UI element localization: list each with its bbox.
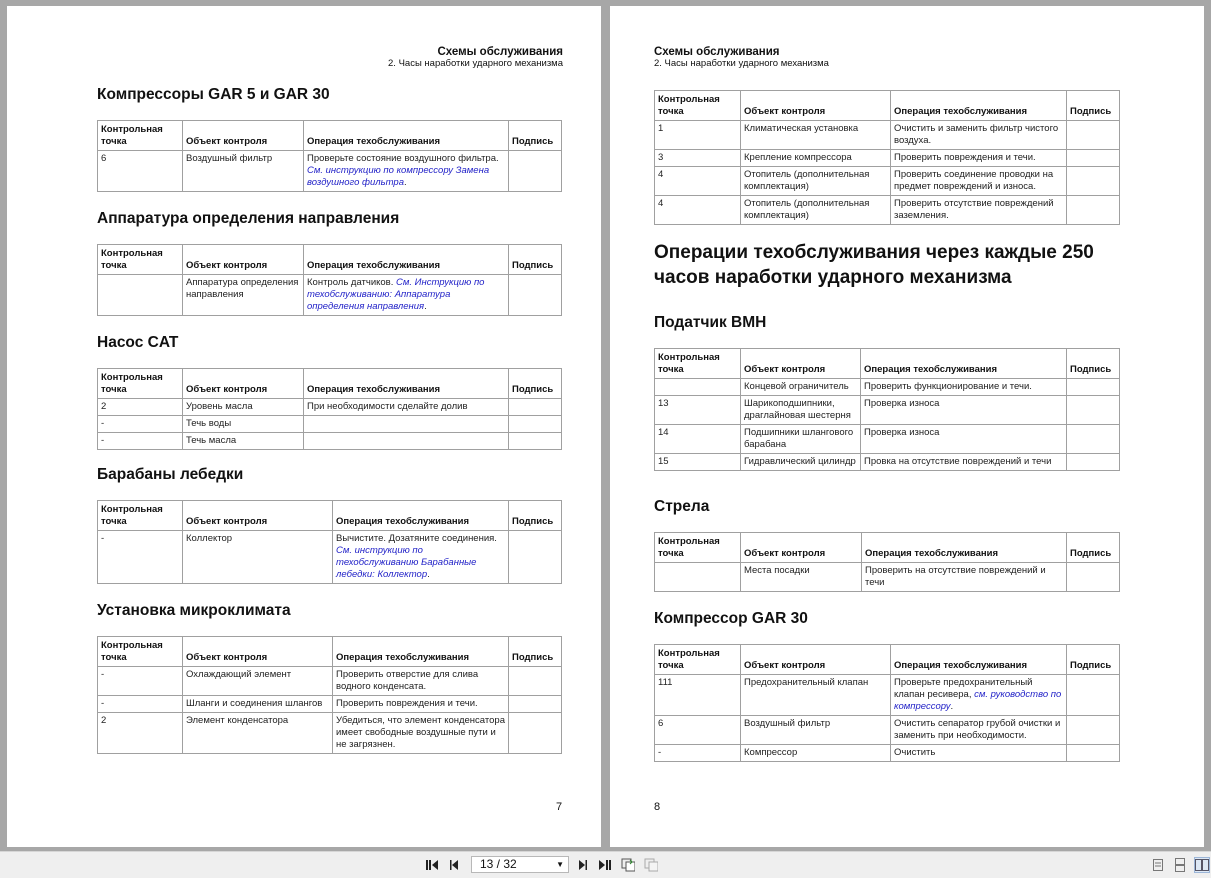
single-page-view-button[interactable] — [1152, 858, 1166, 872]
cell-operation — [304, 433, 509, 450]
page-number: 7 — [556, 801, 563, 813]
continuous-view-button[interactable] — [621, 858, 635, 872]
maintenance-table — [654, 90, 1120, 225]
punctuation: . — [950, 701, 954, 712]
table-row — [98, 399, 562, 416]
table-row — [98, 713, 562, 754]
last-page-button[interactable] — [598, 858, 612, 872]
cell-signature[interactable] — [509, 713, 562, 754]
viewer-toolbar — [0, 851, 1211, 878]
cell-signature[interactable] — [509, 696, 562, 713]
cell-operation — [861, 425, 1067, 454]
table-row — [98, 433, 562, 450]
chapter-title: Операции техобслуживания через каждые 250 часов наработки ударного механизма — [654, 242, 1094, 288]
first-page-button[interactable] — [425, 858, 439, 872]
cell-control-object: Климатическая установка — [741, 121, 891, 150]
cell-signature[interactable] — [509, 275, 562, 316]
column-header-signature: Подпись — [509, 501, 562, 531]
cell-control-point: 6 — [655, 716, 741, 745]
operation-text: Очистить — [894, 747, 936, 758]
table-row — [655, 745, 1120, 762]
cell-operation — [862, 563, 1067, 592]
manual-reference-link[interactable]: См. инструкцию по компрессору Замена воздушного фильтра — [307, 165, 490, 188]
operation-text: Проверить отверстие для слива водного конденсата. — [336, 669, 479, 692]
column-header-operation: Операция техобслуживания — [304, 369, 509, 399]
operation-text: Вычистите. Дозатяните соединения. — [336, 533, 497, 544]
cell-control-object: Шланги и соединения шлангов — [183, 696, 333, 713]
cell-signature[interactable] — [1067, 716, 1120, 745]
running-header-title: Схемы обслуживания — [654, 46, 780, 58]
cell-control-object: Отопитель (дополнительная комплектация) — [741, 167, 891, 196]
section-title: Податчик BMH — [654, 314, 767, 331]
column-header-signature: Подпись — [1067, 91, 1120, 121]
cell-signature[interactable] — [1067, 563, 1120, 592]
cell-control-object: Отопитель (дополнительная комплектация) — [741, 196, 891, 225]
table-header-row — [98, 501, 562, 531]
table-row — [98, 531, 562, 584]
manual-reference-link[interactable]: см. руководство по компрессору — [894, 689, 1062, 712]
operation-text: Проверить повреждения и течи. — [336, 698, 478, 709]
cell-operation — [891, 716, 1067, 745]
operation-text: Проверьте предохранительный клапан ресивера, — [894, 677, 1033, 700]
column-header-signature: Подпись — [509, 369, 562, 399]
cell-control-object: Концевой ограничитель — [741, 379, 861, 396]
cell-control-object: Элемент конденсатора — [183, 713, 333, 754]
cell-control-point: 6 — [98, 151, 183, 192]
two-page-view-button[interactable] — [1195, 858, 1209, 872]
cell-control-object: Подшипники шлангового барабана — [741, 425, 861, 454]
operation-text: Проверка износа — [864, 427, 940, 438]
section-title: Компрессоры GAR 5 и GAR 30 — [97, 86, 330, 103]
column-header-operation: Операция техобслуживания — [304, 121, 509, 151]
page-number-select[interactable] — [471, 856, 569, 873]
cell-operation — [304, 151, 509, 192]
operation-text: Проверить соединение проводки на предмет повреждений и износа. — [894, 169, 1054, 192]
column-header-object: Объект контроля — [741, 349, 861, 379]
table-row — [655, 396, 1120, 425]
continuous-page-icon — [1174, 858, 1186, 872]
column-header-object: Объект контроля — [741, 91, 891, 121]
cell-operation — [891, 196, 1067, 225]
cell-control-point: - — [98, 531, 183, 584]
maintenance-table — [97, 244, 562, 316]
cell-control-point: 4 — [655, 167, 741, 196]
cell-control-object: Шарикоподшипники, драглайновая шестерня — [741, 396, 861, 425]
operation-text: Проверить отсутствие повреждений заземления. — [894, 198, 1054, 221]
cell-operation — [304, 399, 509, 416]
table-row — [98, 667, 562, 696]
last-page-icon — [598, 859, 612, 871]
table-header-row — [655, 91, 1120, 121]
column-header-point: Контрольная точка — [655, 349, 741, 379]
punctuation: . — [403, 177, 407, 188]
column-header-object: Объект контроля — [183, 245, 304, 275]
cell-control-point: 3 — [655, 150, 741, 167]
table-row — [655, 563, 1120, 592]
column-header-signature: Подпись — [1067, 645, 1120, 675]
manual-reference-link[interactable]: См. Инструкцию по техобслуживанию: Аппаратура определения направления — [307, 277, 485, 312]
cell-operation — [891, 167, 1067, 196]
cell-signature[interactable] — [1067, 745, 1120, 762]
cell-control-object: Аппаратура определения направления — [183, 275, 304, 316]
table-row — [98, 416, 562, 433]
column-header-signature: Подпись — [509, 121, 562, 151]
table-header-row — [655, 533, 1120, 563]
table-row — [655, 425, 1120, 454]
cell-operation — [891, 745, 1067, 762]
column-header-operation: Операция техобслуживания — [862, 533, 1067, 563]
section-title: Аппаратура определения направления — [97, 210, 400, 227]
operation-text: Проверить функционирование и течи. — [864, 381, 1032, 392]
next-page-icon — [578, 859, 588, 871]
cell-operation — [304, 416, 509, 433]
cell-operation — [891, 150, 1067, 167]
cell-signature[interactable] — [509, 667, 562, 696]
cell-control-object: Охлаждающий элемент — [183, 667, 333, 696]
cell-control-object: Компрессор — [741, 745, 891, 762]
cell-signature[interactable] — [1067, 379, 1120, 396]
column-header-operation: Операция техобслуживания — [333, 501, 509, 531]
operation-text: При необходимости сделайте долив — [307, 401, 468, 412]
cell-control-point: 1 — [655, 121, 741, 150]
maintenance-table — [97, 500, 562, 584]
operation-text: Проверить повреждения и течи. — [894, 152, 1036, 163]
section-title: Барабаны лебедки — [97, 466, 244, 483]
cell-operation — [891, 675, 1067, 716]
cell-control-point: 111 — [655, 675, 741, 716]
operation-text: Очистить и заменить фильтр чистого воздуха. — [894, 123, 1059, 146]
column-header-point: Контрольная точка — [98, 369, 183, 399]
cell-signature[interactable] — [509, 399, 562, 416]
cell-control-point: - — [98, 433, 183, 450]
running-header-title: Схемы обслуживания — [437, 46, 563, 58]
single-page-icon — [1152, 858, 1164, 872]
table-row — [655, 675, 1120, 716]
column-header-point: Контрольная точка — [98, 501, 183, 531]
maintenance-table — [97, 120, 562, 192]
cell-operation — [861, 379, 1067, 396]
column-header-object: Объект контроля — [183, 501, 333, 531]
cell-signature[interactable] — [1067, 675, 1120, 716]
cell-signature[interactable] — [1067, 150, 1120, 167]
first-page-icon — [425, 859, 439, 871]
facing-pages-button[interactable] — [644, 858, 658, 872]
page-number-value: 13 / 32 — [480, 857, 517, 871]
cell-control-object: Уровень масла — [183, 399, 304, 416]
column-header-point: Контрольная точка — [98, 637, 183, 667]
cell-control-point: 2 — [98, 399, 183, 416]
cell-control-point: 4 — [655, 196, 741, 225]
document-page-left — [7, 6, 601, 847]
table-row — [98, 151, 562, 192]
operation-text: Проверить на отсутствие повреждений и течи — [865, 565, 1046, 588]
column-header-point: Контрольная точка — [655, 533, 741, 563]
cell-operation — [861, 396, 1067, 425]
cell-signature[interactable] — [1067, 425, 1120, 454]
table-row — [655, 379, 1120, 396]
table-row — [655, 150, 1120, 167]
cell-control-point — [655, 563, 741, 592]
cell-control-object: Крепление компрессора — [741, 150, 891, 167]
punctuation: . — [427, 569, 430, 580]
cell-control-object: Течь масла — [183, 433, 304, 450]
column-header-operation: Операция техобслуживания — [861, 349, 1067, 379]
section-title: Установка микроклимата — [97, 602, 291, 619]
running-header-subtitle: 2. Часы наработки ударного механизма — [388, 58, 563, 70]
cell-signature[interactable] — [509, 433, 562, 450]
cell-signature[interactable] — [1067, 396, 1120, 425]
continuous-page-view-button[interactable] — [1174, 858, 1188, 872]
punctuation: . — [424, 301, 427, 312]
cell-control-point: 15 — [655, 454, 741, 471]
table-row — [655, 196, 1120, 225]
cell-operation — [861, 454, 1067, 471]
cell-control-point: 2 — [98, 713, 183, 754]
cell-operation — [333, 696, 509, 713]
column-header-object: Объект контроля — [183, 637, 333, 667]
cell-control-object: Воздушный фильтр — [183, 151, 304, 192]
section-title: Насос CAT — [97, 334, 179, 351]
two-page-icon — [1195, 858, 1209, 872]
column-header-operation: Операция техобслуживания — [333, 637, 509, 667]
previous-page-button[interactable] — [447, 858, 461, 872]
document-page-right — [610, 6, 1204, 847]
cell-control-object: Течь воды — [183, 416, 304, 433]
cell-control-point: - — [98, 696, 183, 713]
cell-control-point: - — [655, 745, 741, 762]
column-header-point: Контрольная точка — [655, 91, 741, 121]
maintenance-table — [97, 636, 562, 754]
maintenance-table — [654, 532, 1120, 592]
previous-page-icon — [449, 859, 459, 871]
table-row — [98, 696, 562, 713]
cell-control-object: Гидравлический цилиндр — [741, 454, 861, 471]
operation-text: Проверьте состояние воздушного фильтра. — [307, 153, 499, 164]
running-header-subtitle: 2. Часы наработки ударного механизма — [654, 58, 829, 70]
cell-operation — [333, 667, 509, 696]
cell-operation — [304, 275, 509, 316]
cell-signature[interactable] — [1067, 196, 1120, 225]
page-overlay-icon — [644, 858, 658, 872]
table-header-row — [655, 349, 1120, 379]
operation-text: Проверка износа — [864, 398, 940, 409]
cell-signature[interactable] — [1067, 167, 1120, 196]
table-header-row — [98, 637, 562, 667]
cell-control-point — [98, 275, 183, 316]
operation-text: Провка на отсутствие повреждений и течи — [864, 456, 1052, 467]
maintenance-table — [654, 644, 1120, 762]
cell-control-point: - — [98, 667, 183, 696]
manual-reference-link[interactable]: См. инструкцию по техобслуживанию Барабанные лебедки: Коллектор — [336, 545, 477, 580]
table-header-row — [655, 645, 1120, 675]
table-header-row — [98, 245, 562, 275]
cell-signature[interactable] — [509, 416, 562, 433]
column-header-point: Контрольная точка — [98, 121, 183, 151]
cell-control-object: Воздушный фильтр — [741, 716, 891, 745]
column-header-signature: Подпись — [509, 637, 562, 667]
page-number: 8 — [654, 801, 661, 813]
column-header-object: Объект контроля — [741, 533, 862, 563]
section-title: Стрела — [654, 498, 710, 515]
maintenance-table — [654, 348, 1120, 471]
table-row — [655, 121, 1120, 150]
table-row — [655, 167, 1120, 196]
cell-signature[interactable] — [509, 151, 562, 192]
operation-text: Очистить сепаратор грубой очистки и заменить при необходимости. — [894, 718, 1061, 741]
column-header-signature: Подпись — [1067, 533, 1120, 563]
column-header-object: Объект контроля — [183, 369, 304, 399]
table-header-row — [98, 121, 562, 151]
page-arrange-icon — [621, 858, 635, 872]
cell-operation — [333, 713, 509, 754]
maintenance-table — [97, 368, 562, 450]
cell-control-point — [655, 379, 741, 396]
cell-signature[interactable] — [1067, 121, 1120, 150]
cell-control-point: 13 — [655, 396, 741, 425]
table-row — [98, 275, 562, 316]
operation-text: Контроль датчиков. — [307, 277, 394, 288]
column-header-operation: Операция техобслуживания — [304, 245, 509, 275]
column-header-object: Объект контроля — [183, 121, 304, 151]
running-header — [654, 46, 829, 70]
column-header-operation: Операция техобслуживания — [891, 91, 1067, 121]
cell-operation — [891, 121, 1067, 150]
cell-control-object: Предохранительный клапан — [741, 675, 891, 716]
table-row — [655, 454, 1120, 471]
cell-control-object: Коллектор — [183, 531, 333, 584]
cell-control-object: Места посадки — [741, 563, 862, 592]
cell-signature[interactable] — [509, 531, 562, 584]
chevron-down-icon: ▼ — [556, 860, 564, 869]
cell-control-point: - — [98, 416, 183, 433]
column-header-object: Объект контроля — [741, 645, 891, 675]
column-header-point: Контрольная точка — [655, 645, 741, 675]
cell-signature[interactable] — [1067, 454, 1120, 471]
next-page-button[interactable] — [576, 858, 590, 872]
running-header — [388, 46, 563, 70]
operation-text: Убедиться, что элемент конденсатора имеет свободные воздушные пути и не загрязнен. — [336, 715, 505, 750]
section-title: Компрессор GAR 30 — [654, 610, 808, 627]
column-header-signature: Подпись — [1067, 349, 1120, 379]
cell-control-point: 14 — [655, 425, 741, 454]
table-row — [655, 716, 1120, 745]
table-header-row — [98, 369, 562, 399]
column-header-operation: Операция техобслуживания — [891, 645, 1067, 675]
cell-operation — [333, 531, 509, 584]
column-header-signature: Подпись — [509, 245, 562, 275]
column-header-point: Контрольная точка — [98, 245, 183, 275]
